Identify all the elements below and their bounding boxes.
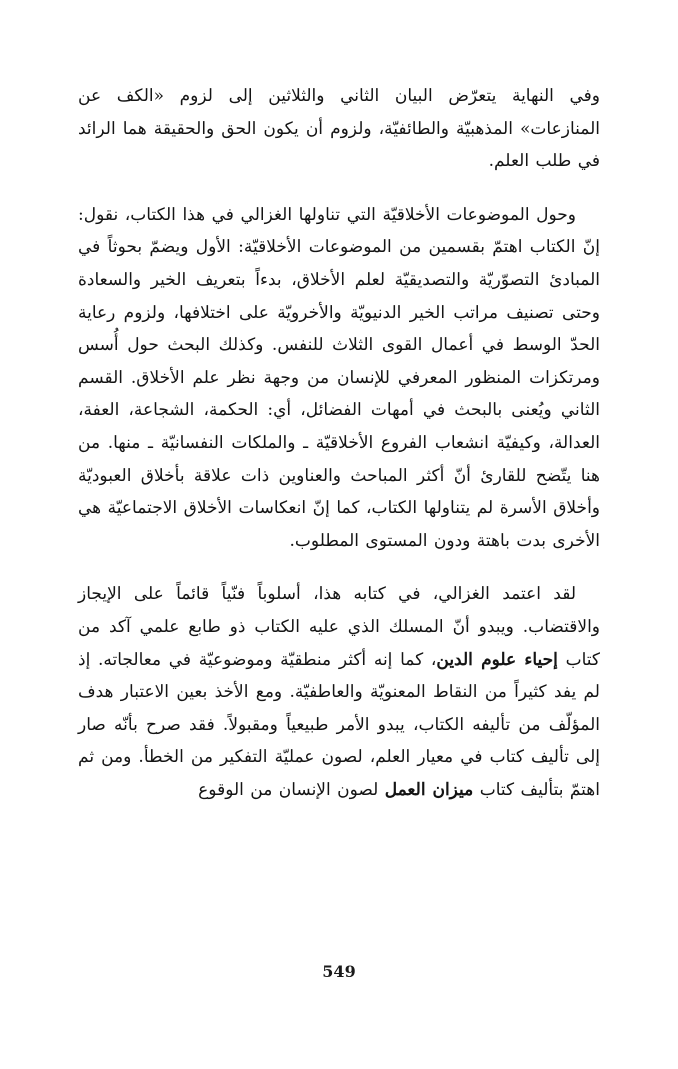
methodology-text-part-2: ، كما إنه أكثر منطقيّة وموضوعيّة في معالجاته. إذ لم يفد كثيراً من النقاط المعنويّة والعاطفيّة. ومع الأخذ بعين الاعتبار هدف المؤلّف من تأليفه الكتاب، يبدو الأمر طبيعياً ومقبولاً. فقد صرح بأنّه صار إلى تأليف كتاب في معيار العلم، لصون عمليّة التفكير من الخطأ. ومن ثم اهتمّ بتأليف كتاب	[78, 649, 600, 800]
paragraph-ethics-topics: وحول الموضوعات الأخلاقيّة التي تناولها الغزالي في هذا الكتاب، نقول: إنّ الكتاب اهتمّ بقسمين من الموضوعات الأخلاقيّة: الأول ويضمّ بحوثاً في المبادئ التصوّريّة والتصديقيّة لعلم الأخلاق، بدءاً بتعريف الخير والسعادة وحتى تصنيف مراتب الخير الدنيويّة والأخرويّة على اختلافها، ولزوم رعاية الحدّ الوسط في أعمال القوى الثلاث للنفس. وكذلك البحث حول أُسس ومرتكزات المنظور المعرفي للإنسان من وجهة نظر علم الأخلاق. القسم الثاني ويُعنى بالبحث في أمهات الفضائل، أي: الحكمة، الشجاعة، العفة، العدالة، وكيفيّة انشعاب الفروع الأخلاقيّة ـ والملكات النفسانيّة ـ منها. من هنا يتّضح للقارئ أنّ أكثر المباحث والعناوين ذات علاقة بأخلاق العبوديّة وأخلاق الأسرة لم يتناولها الكتاب، كما إنّ انعكاسات الأخلاق الاجتماعيّة هي الأخرى بدت باهتة ودون المستوى المطلوب.	[78, 204, 600, 551]
book-title-mizan: ميزان العمل	[384, 779, 474, 800]
book-title-ihya: إحياء علوم الدين	[436, 649, 558, 670]
methodology-text-part-3: لصون الإنسان من الوقوع	[198, 779, 385, 800]
paragraph-methodology	[78, 578, 600, 806]
page-number: 549	[322, 962, 356, 981]
methodology-text-part-1: لقد اعتمد الغزالي، في كتابه هذا، أسلوباً فنّياً قائماً على الإيجاز والاقتضاب. ويبدو أنّ المسلك الذي عليه الكتاب ذو طابع علمي آكد من كتاب	[78, 584, 601, 670]
body-text	[78, 80, 600, 806]
paragraph-conclusion: وفي النهاية يتعرّض البيان الثاني والثلاثين إلى لزوم «الكف عن المنازعات» المذهبيّة والطائفيّة، ولزوم أن يكون الحق والحقيقة هما الرائد في طلب العلم.	[78, 86, 600, 172]
